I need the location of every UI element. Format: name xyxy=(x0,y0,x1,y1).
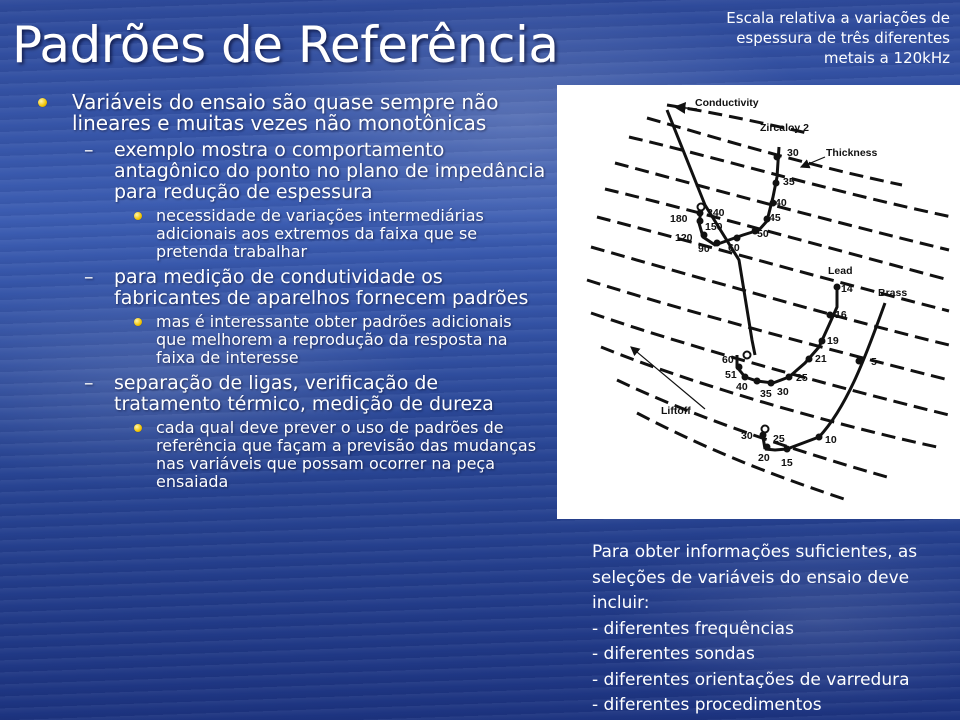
caption-line: espessura de três diferentes xyxy=(736,29,950,47)
sub-sub-bullet-text: cada qual deve prever o uso de padrões de referência que façam a previsão das mudanças nas variáveis que possam ocorrer na peça ensaiada xyxy=(156,418,537,491)
label-brass: Brass xyxy=(878,287,908,299)
lead-point-label: 40 xyxy=(736,381,748,393)
brass-point-label: 30 xyxy=(741,430,753,442)
zircaloy-point-label: 150 xyxy=(705,221,723,233)
zircaloy-point-label: 120 xyxy=(675,232,693,244)
label-zircaloy: Zircaloy 2 xyxy=(760,122,810,134)
sub-sub-bullet-item xyxy=(34,207,546,261)
zircaloy-point-label: 240 xyxy=(707,207,725,219)
lead-point-label: 51 xyxy=(725,369,737,381)
note-line: - diferentes orientações de varredura xyxy=(592,669,910,690)
dash-icon: – xyxy=(84,372,94,394)
liftoff-dashed-lines xyxy=(587,105,952,500)
dash-icon: – xyxy=(84,266,94,288)
sub-bullet-item xyxy=(34,267,546,309)
brass-point-label: 25 xyxy=(773,433,785,445)
lead-point-label: 30 xyxy=(777,386,789,398)
sub-sub-bullet-text: necessidade de variações intermediárias adicionais aos extremos da faixa que se pretenda trabalhar xyxy=(156,206,484,261)
label-lead: Lead xyxy=(828,265,853,277)
lead-point-label: 25 xyxy=(796,372,808,384)
label-thickness: Thickness xyxy=(826,147,878,159)
material-curves xyxy=(667,110,885,450)
sub-bullet-item xyxy=(34,373,546,415)
zircaloy-point-label: 90 xyxy=(698,243,710,255)
caption-line: metais a 120kHz xyxy=(823,49,950,67)
liftoff-arrow xyxy=(631,347,705,409)
zircaloy-point-label: 30 xyxy=(787,147,799,159)
zircaloy-point-label: 35 xyxy=(783,176,795,188)
impedance-plane-diagram xyxy=(557,85,960,519)
bullet-text: Variáveis do ensaio são quase sempre não lineares e muitas vezes não monotônicas xyxy=(72,90,499,135)
lead-point-label: 21 xyxy=(815,353,827,365)
bullet-item xyxy=(34,92,546,134)
brass-point-label: 20 xyxy=(758,452,770,464)
lead-point-label: 14 xyxy=(841,283,853,295)
brass-point-label: 10 xyxy=(825,434,837,446)
bullet-list xyxy=(34,92,546,497)
zircaloy-point-label: 180 xyxy=(670,213,688,225)
bullet-dot-icon xyxy=(134,212,142,220)
sub-sub-bullet-item xyxy=(34,419,546,491)
sub-sub-bullet-item xyxy=(34,313,546,367)
bullet-dot-icon xyxy=(38,98,47,107)
brass-point-label: 5 xyxy=(871,356,877,368)
dash-icon: – xyxy=(84,139,94,161)
conductivity-arrow xyxy=(675,107,697,109)
note-line: - diferentes sondas xyxy=(592,644,755,664)
zircaloy-point-label: 40 xyxy=(775,197,787,209)
lead-point-label: 35 xyxy=(760,388,772,400)
note-line: - diferentes frequências xyxy=(592,618,794,639)
sub-bullet-item xyxy=(34,140,546,203)
caption-line: Escala relativa a variações de xyxy=(726,9,950,27)
zircaloy-point-label: 50 xyxy=(757,228,769,240)
zircaloy-point-label: 60 xyxy=(728,242,740,254)
requirements-note xyxy=(592,540,952,719)
bullet-dot-icon xyxy=(134,424,142,432)
sub-bullet-text: exemplo mostra o comportamento antagônico do ponto no plano de impedância para redução de espessura xyxy=(114,139,546,203)
note-line: incluir: xyxy=(592,593,650,613)
impedance-plane-figure xyxy=(557,85,960,519)
figure-caption-note xyxy=(690,8,950,68)
lead-point-label: 60 xyxy=(722,354,734,366)
slide-title: Padrões de Referência xyxy=(12,16,559,74)
label-liftoff: Liftoff xyxy=(661,405,691,417)
sub-sub-bullet-text: mas é interessante obter padrões adicionais que melhorem a reprodução da resposta na faixa de interesse xyxy=(156,312,512,367)
note-line: - diferentes procedimentos xyxy=(592,695,822,715)
note-line: seleções de variáveis do ensaio deve xyxy=(592,567,910,588)
label-conductivity: Conductivity xyxy=(695,97,759,109)
lead-point-label: 16 xyxy=(835,309,847,321)
zircaloy-point-label: 45 xyxy=(769,212,781,224)
brass-point-label: 15 xyxy=(781,457,793,469)
sub-bullet-text: para medição de condutividade os fabricantes de aparelhos fornecem padrões xyxy=(114,266,529,309)
bullet-dot-icon xyxy=(134,318,142,326)
sub-bullet-text: separação de ligas, verificação de tratamento térmico, medição de dureza xyxy=(114,372,494,415)
note-line: Para obter informações suficientes, as xyxy=(592,542,918,562)
lead-point-label: 19 xyxy=(827,335,839,347)
